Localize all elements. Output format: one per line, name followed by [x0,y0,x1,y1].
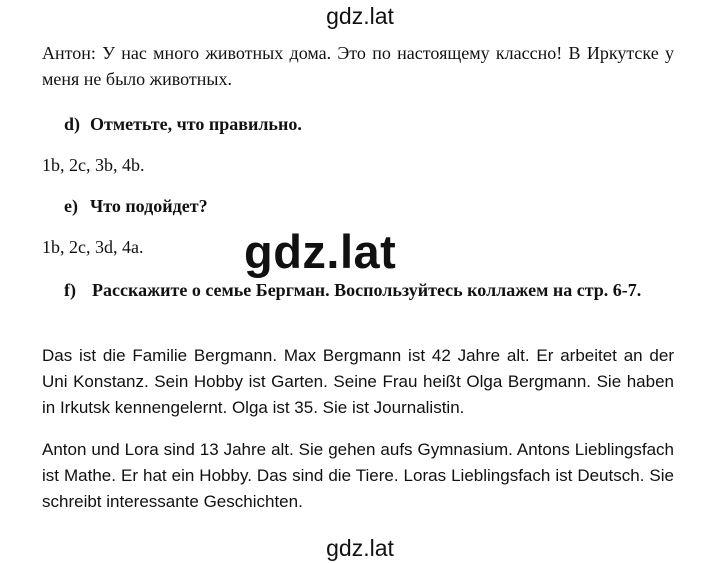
paragraph-family: Das ist die Familie Bergmann. Max Bergmann ist 42 Jahre alt. Er arbeitet an der Uni Konstanz. Sein Hobby ist Garten. Seine Frau heißt Olga Bergmann. Sie haben in Irkutsk kennengelernt. Olga ist 35. Sie ist Journalistin. [42,346,674,417]
task-d-letter: d) [64,114,81,134]
intro-paragraph: Антон: У нас много животных дома. Это по настоящему классно! В Иркутске у меня не было животных. [42,43,674,89]
task-e-text: Что подойдет? [90,196,208,216]
task-f-text: Расскажите о семье Бергман. Воспользуйтесь коллажем на стр. 6-7. [92,280,642,300]
watermark-top: gdz.lat [326,3,394,29]
answer-d: 1b, 2c, 3b, 4b. [42,155,145,175]
watermark-bottom: gdz.lat [326,535,394,561]
task-d-text: Отметьте, что правильно. [90,114,302,134]
watermark-middle: gdz.lat [244,225,397,278]
paragraph-children: Anton und Lora sind 13 Jahre alt. Sie gehen aufs Gymnasium. Antons Lieblingsfach ist Mathe. Er hat ein Hobby. Das sind die Tiere. Loras Lieblingsfach ist Deutsch. Sie schreibt interessante Geschichten. [42,440,674,511]
task-e-heading [64,193,208,219]
answer-e: 1b, 2c, 3d, 4a. [42,237,144,257]
task-f-letter: f) [64,280,76,300]
task-f-heading [64,277,676,303]
task-d-heading [64,111,302,137]
task-e-letter: e) [64,196,78,216]
